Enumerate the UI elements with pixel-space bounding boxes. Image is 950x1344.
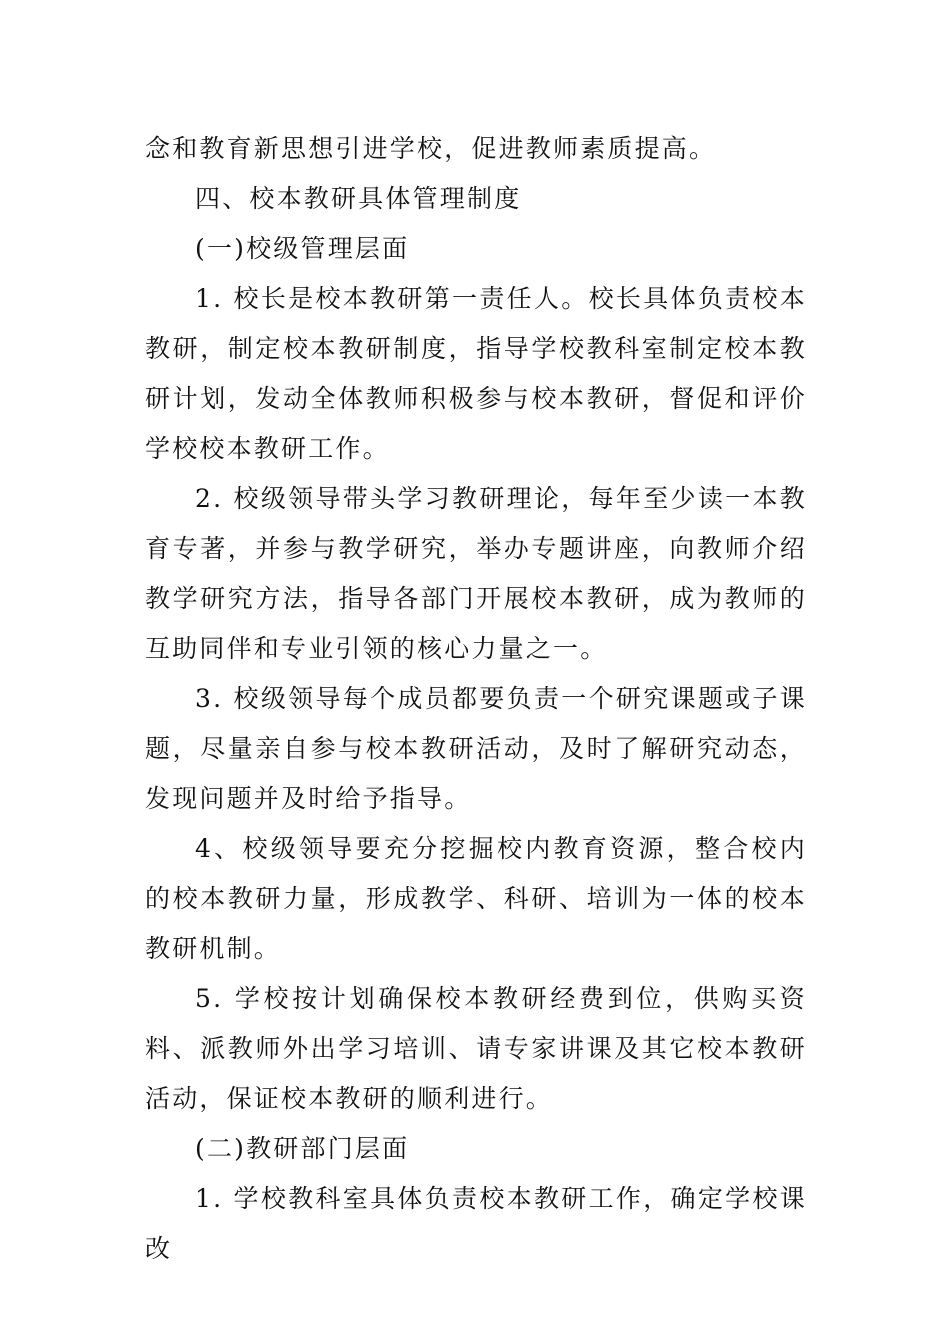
paragraph-item-3: 3. 校级领导每个成员都要负责一个研究课题或子课题，尽量亲自参与校本教研活动，及时了解研究动态，发现问题并及时给予指导。 — [145, 684, 807, 813]
document-body — [145, 124, 807, 1274]
paragraph-item-1: 1. 学校教科室具体负责校本教研工作，确定学校课改 — [145, 1184, 807, 1263]
paragraph-continuation: 念和教育新思想引进学校，促进教师素质提高。 — [145, 134, 717, 163]
paragraph-item-4: 4、校级领导要充分挖掘校内教育资源，整合校内的校本教研力量，形成教学、科研、培训为一体的校本教研机制。 — [145, 834, 807, 963]
subsection-heading: (一)校级管理层面 — [195, 234, 410, 263]
section-heading: 四、校本教研具体管理制度 — [195, 184, 522, 213]
subsection-heading: (二)教研部门层面 — [195, 1134, 410, 1163]
paragraph-item-2: 2. 校级领导带头学习教研理论，每年至少读一本教育专著，并参与教学研究，举办专题讲座，向教师介绍教学研究方法，指导各部门开展校本教研，成为教师的互助同伴和专业引领的核心力量之一。 — [145, 484, 807, 663]
paragraph-item-5: 5. 学校按计划确保校本教研经费到位，供购买资料、派教师外出学习培训、请专家讲课及其它校本教研活动，保证校本教研的顺利进行。 — [145, 984, 807, 1113]
paragraph-item-1: 1. 校长是校本教研第一责任人。校长具体负责校本教研，制定校本教研制度，指导学校教科室制定校本教研计划，发动全体教师积极参与校本教研，督促和评价学校校本教研工作。 — [145, 284, 807, 463]
